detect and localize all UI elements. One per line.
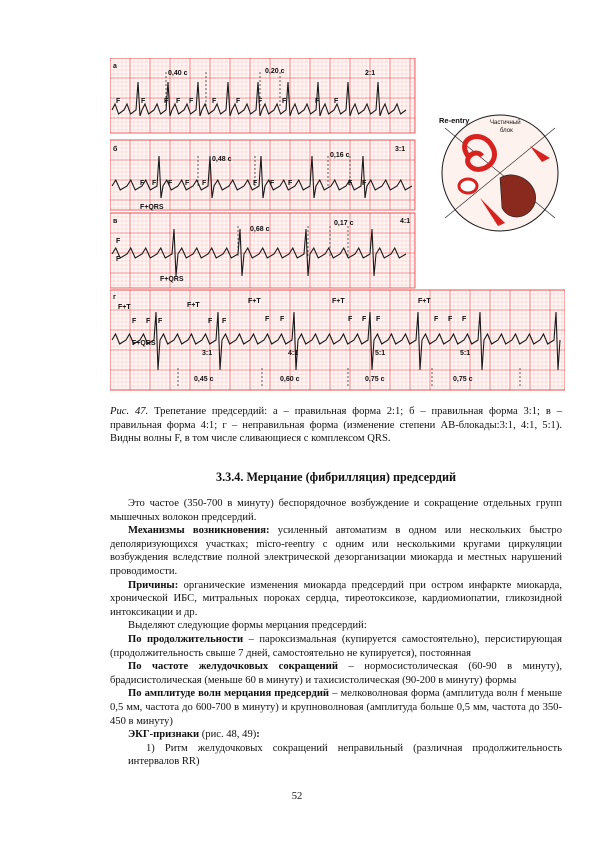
interval-d: 0,60 с bbox=[280, 376, 300, 383]
f-wave-label: F bbox=[132, 318, 137, 325]
f-wave-label: F bbox=[282, 98, 287, 105]
ratio-a: 2:1 bbox=[365, 70, 376, 77]
body-text bbox=[110, 497, 562, 769]
f-wave-label: F bbox=[146, 318, 151, 325]
qrs-label-b: F+QRS bbox=[140, 204, 164, 211]
f-wave-label: F bbox=[448, 316, 453, 323]
caption-text: Трепетание предсердий: а – правильная форма 2:1; б – правильная форма 3:1; в – правильная форма 4:1; г – неправильная форма (изменение степени АВ-блокады:3:1, 4:1, 5:1). Видны волны F, в том числе сливающиеся с комплексом QRS. bbox=[110, 406, 562, 445]
ecg-signs-ref: (рис. 48, 49) bbox=[199, 729, 257, 741]
f-wave-label: F bbox=[280, 316, 285, 323]
f-wave-label: F bbox=[265, 316, 270, 323]
paragraph-ecg-signs bbox=[110, 728, 562, 742]
panel-d-label: г bbox=[113, 294, 116, 301]
ratio-d: 5:1 bbox=[460, 350, 471, 357]
ratio-b: 3:1 bbox=[395, 146, 406, 153]
interval-d: 0,45 с bbox=[194, 376, 214, 383]
ft-label: F+T bbox=[187, 302, 200, 309]
mechanisms-text: усиленный автоматизм в одном или нескольких быстро деполяризующихся участках; micro-reentry с одним или несколькими кругами циркуляции возбуждения вследствие полной электрической дезорганизации миокарда и местных нарушений проводимости. bbox=[110, 525, 562, 577]
causes-heading: Причины: bbox=[128, 579, 179, 591]
reentry-label: Re-entry bbox=[439, 116, 470, 125]
f-wave-label: F bbox=[258, 98, 263, 105]
figure-caption bbox=[110, 405, 562, 446]
ecg-strip-d bbox=[110, 290, 565, 390]
ft-label: F+T bbox=[118, 304, 131, 311]
paragraph-duration bbox=[110, 633, 562, 660]
ratio-c: 4:1 bbox=[400, 218, 411, 225]
f-wave-label: F bbox=[116, 98, 121, 105]
f-wave-label: F bbox=[253, 180, 258, 187]
duration-heading: По продолжительности bbox=[128, 633, 244, 645]
qrs-label-c: F+QRS bbox=[160, 276, 184, 283]
amplitude-heading: По амплитуде волн мерцания предсердий bbox=[128, 688, 330, 700]
ft-label: F+T bbox=[248, 298, 261, 305]
f-wave-label: F bbox=[434, 316, 439, 323]
f-wave-label: F bbox=[202, 180, 207, 187]
f-wave-label: F bbox=[176, 98, 181, 105]
f-wave-label: F bbox=[212, 98, 217, 105]
interval-c2: 0,17 с bbox=[334, 220, 354, 227]
f-wave-label: F bbox=[362, 180, 367, 187]
paragraph-forms-intro: Выделяют следующие формы мерцания предсердий: bbox=[128, 620, 367, 632]
ratio-d: 5:1 bbox=[375, 350, 386, 357]
f-wave-label: F bbox=[348, 180, 353, 187]
rate-text: – нормосистолическая (60-90 в минуту), брадисистолическая (меньше 60 в минуту) и тахисистолическая (90-200 в минуту) формы bbox=[110, 661, 562, 686]
ft-label: F+T bbox=[332, 298, 345, 305]
duration-text: – пароксизмальная (купируется самостоятельно), персистирующая (продолжительность свыше 7 дней, самостоятельно не купируется), постоянная bbox=[110, 633, 562, 659]
interval-d: 0,75 с bbox=[365, 376, 385, 383]
block-label-line1: Частичный bbox=[490, 120, 521, 126]
ft-label: F+T bbox=[418, 298, 431, 305]
f-wave-label: F bbox=[362, 316, 367, 323]
interval-b2: 0,16 с bbox=[330, 152, 350, 159]
ecg-strip-c bbox=[110, 213, 415, 288]
f-wave-label: F bbox=[270, 180, 275, 187]
ecg-figure bbox=[110, 58, 565, 403]
interval-d: 0,75 с bbox=[453, 376, 473, 383]
f-wave-label: F bbox=[140, 180, 145, 187]
ratio-d: 4:1 bbox=[288, 350, 299, 357]
ratio-d: 3:1 bbox=[202, 350, 213, 357]
f-wave-label: F bbox=[376, 316, 381, 323]
f-wave-label: F bbox=[208, 318, 213, 325]
f-wave-label: F bbox=[158, 318, 163, 325]
paragraph-definition: Это частое (350-700 в минуту) беспорядочное возбуждение и сокращение отдельных групп мышечных волокон предсердий. bbox=[110, 498, 562, 523]
f-wave-label: F bbox=[222, 318, 227, 325]
f-wave-label: F bbox=[288, 180, 293, 187]
f-wave-label: F bbox=[348, 316, 353, 323]
mechanisms-heading: Механизмы возникновения: bbox=[128, 525, 270, 537]
f-wave-label: F bbox=[462, 316, 467, 323]
list-item: 1) Ритм желудочковых сокращений неправильный (различная продолжительность интервалов RR) bbox=[128, 742, 562, 768]
f-wave-label: F bbox=[141, 98, 146, 105]
paragraph-mechanisms bbox=[110, 524, 562, 578]
section-title: 3.3.4. Мерцание (фибрилляция) предсердий bbox=[215, 470, 457, 484]
amplitude-text: – мелковолновая форма (амплитуда волн f меньше 0,5 мм, частота до 600-700 в минуту) и крупноволновая (амплитуда больше 0,5 мм, частота до 350-450 в минуту) bbox=[110, 688, 562, 727]
f-wave-label: F bbox=[168, 180, 173, 187]
paragraph-amplitude bbox=[110, 687, 562, 728]
qrs-label-d: F+QRS bbox=[132, 340, 156, 347]
f-wave-label: F bbox=[189, 98, 194, 105]
panel-a-label: а bbox=[113, 63, 117, 70]
f-wave-label: F bbox=[164, 98, 169, 105]
f-wave-label: F bbox=[315, 98, 320, 105]
panel-b-label: б bbox=[113, 146, 118, 153]
interval-b1: 0,48 с bbox=[212, 156, 232, 163]
ecg-signs-heading: ЭКГ-признаки bbox=[128, 729, 200, 741]
f-wave-label: F bbox=[334, 98, 339, 105]
f-wave-label: F bbox=[116, 256, 121, 263]
f-wave-label: F bbox=[185, 180, 190, 187]
rate-heading: По частоте желудочковых сокращений bbox=[128, 661, 338, 673]
atrium-ring bbox=[459, 179, 477, 193]
block-label-line2: блок bbox=[500, 128, 513, 134]
ecg-svg bbox=[110, 58, 565, 403]
causes-text: органические изменения миокарда предсердий при остром инфаркте миокарда, хронической ИБС, митральных пороках сердца, тиреотоксикозе, кардиомиопатии, гликозидной интоксикации и др. bbox=[110, 579, 562, 618]
interval-a2: 0,20 с bbox=[265, 68, 285, 75]
f-wave-label: F bbox=[236, 98, 241, 105]
paragraph-causes bbox=[110, 579, 562, 620]
ecg-signs-colon: : bbox=[256, 729, 260, 741]
f-wave-label: F bbox=[116, 238, 121, 245]
panel-c-label: в bbox=[113, 218, 118, 225]
figure-label: Рис. 47. bbox=[110, 406, 149, 417]
ecg-strip-b bbox=[110, 140, 415, 210]
page-number: 52 bbox=[291, 791, 303, 802]
interval-a1: 0,40 с bbox=[168, 70, 188, 77]
paragraph-rate bbox=[110, 660, 562, 687]
interval-c1: 0,68 с bbox=[250, 226, 270, 233]
f-wave-label: F bbox=[152, 180, 157, 187]
